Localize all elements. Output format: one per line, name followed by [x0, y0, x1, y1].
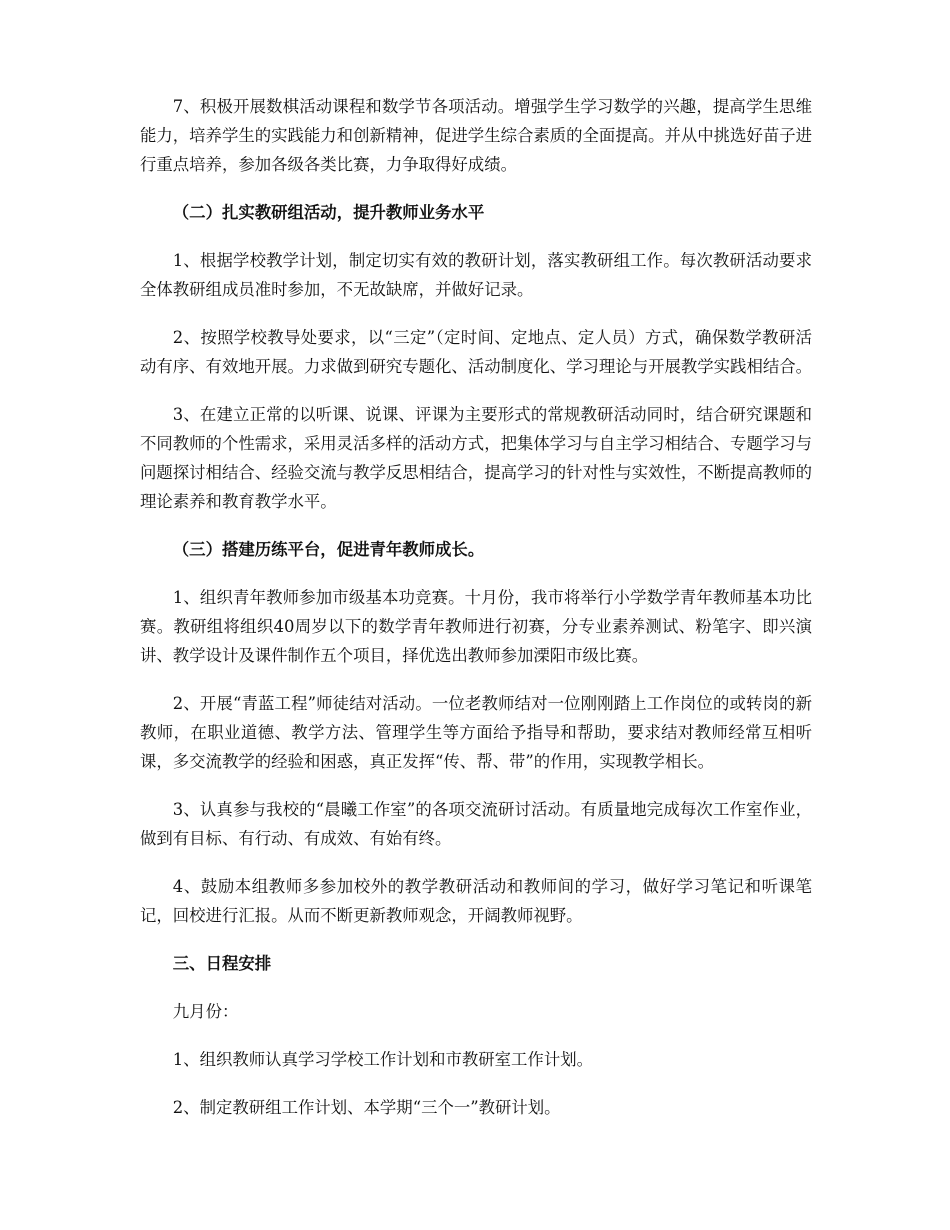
document-page	[140, 92, 812, 1141]
paragraph-schedule-item-1: 1、组织教师认真学习学校工作计划和市教研室工作计划。	[172, 1050, 593, 1069]
heading-young-teachers: （三）搭建历练平台，促进青年教师成长。	[172, 540, 485, 559]
paragraph-schedule-item-2: 2、制定教研组工作计划、本学期“三个一”教研计划。	[172, 1098, 561, 1117]
paragraph-mentoring: 2、开展“青蓝工程”师徒结对活动。一位老教师结对一位刚刚踏上工作岗位的或转岗的新教师，在职业道德、教学方法、管理学生等方面给予指导和帮助，要求结对教师经常互相听课，多交流教学的经验和困惑，真正发挥“传、帮、带”的作用，实现教学相长。	[140, 694, 812, 771]
paragraph-activities: 7、积极开展数棋活动课程和数学节各项活动。增强学生学习数学的兴趣，提高学生思维能力，培养学生的实践能力和创新精神，促进学生综合素质的全面提高。并从中挑选好苗子进行重点培养，参加各级各类比赛，力争取得好成绩。	[140, 97, 813, 174]
paragraph-september: 九月份：	[172, 1002, 239, 1021]
paragraph-routine-research: 3、在建立正常的以听课、说课、评课为主要形式的常规教研活动同时，结合研究课题和不同教师的个性需求，采用灵活多样的活动方式，把集体学习与自主学习相结合、专题学习与问题探讨相结合、经验交流与教学反思相结合，提高学习的针对性与实效性，不断提高教师的理论素养和教育教学水平。	[140, 405, 813, 511]
paragraph-external-learning: 4、鼓励本组教师多参加校外的教学教研活动和教师间的学习，做好学习笔记和听课笔记，回校进行汇报。从而不断更新教师观念，开阔教师视野。	[140, 877, 812, 925]
section-schedule: 三、日程安排	[172, 954, 272, 973]
paragraph-studio: 3、认真参与我校的“晨曦工作室”的各项交流研讨活动。有质量地完成每次工作室作业，做到有目标、有行动、有成效、有始有终。	[140, 800, 812, 848]
heading-research-group: （二）扎实教研组活动，提升教师业务水平	[172, 203, 485, 222]
paragraph-research-plan: 1、根据学校教学计划，制定切实有效的教研计划，落实教研组工作。每次教研活动要求全体教研组成员准时参加，不无故缺席，并做好记录。	[140, 251, 812, 299]
paragraph-skills-contest: 1、组织青年教师参加市级基本功竞赛。十月份，我市将举行小学数学青年教师基本功比赛。教研组将组织40周岁以下的数学青年教师进行初赛，分专业素养测试、粉笔字、即兴演讲、教学设计及课件制作五个项目，择优选出教师参加溧阳市级比赛。	[140, 588, 812, 665]
paragraph-three-fixed: 2、按照学校教导处要求，以“三定”（定时间、定地点、定人员）方式，确保数学教研活动有序、有效地开展。力求做到研究专题化、活动制度化、学习理论与开展教学实践相结合。	[140, 328, 813, 376]
